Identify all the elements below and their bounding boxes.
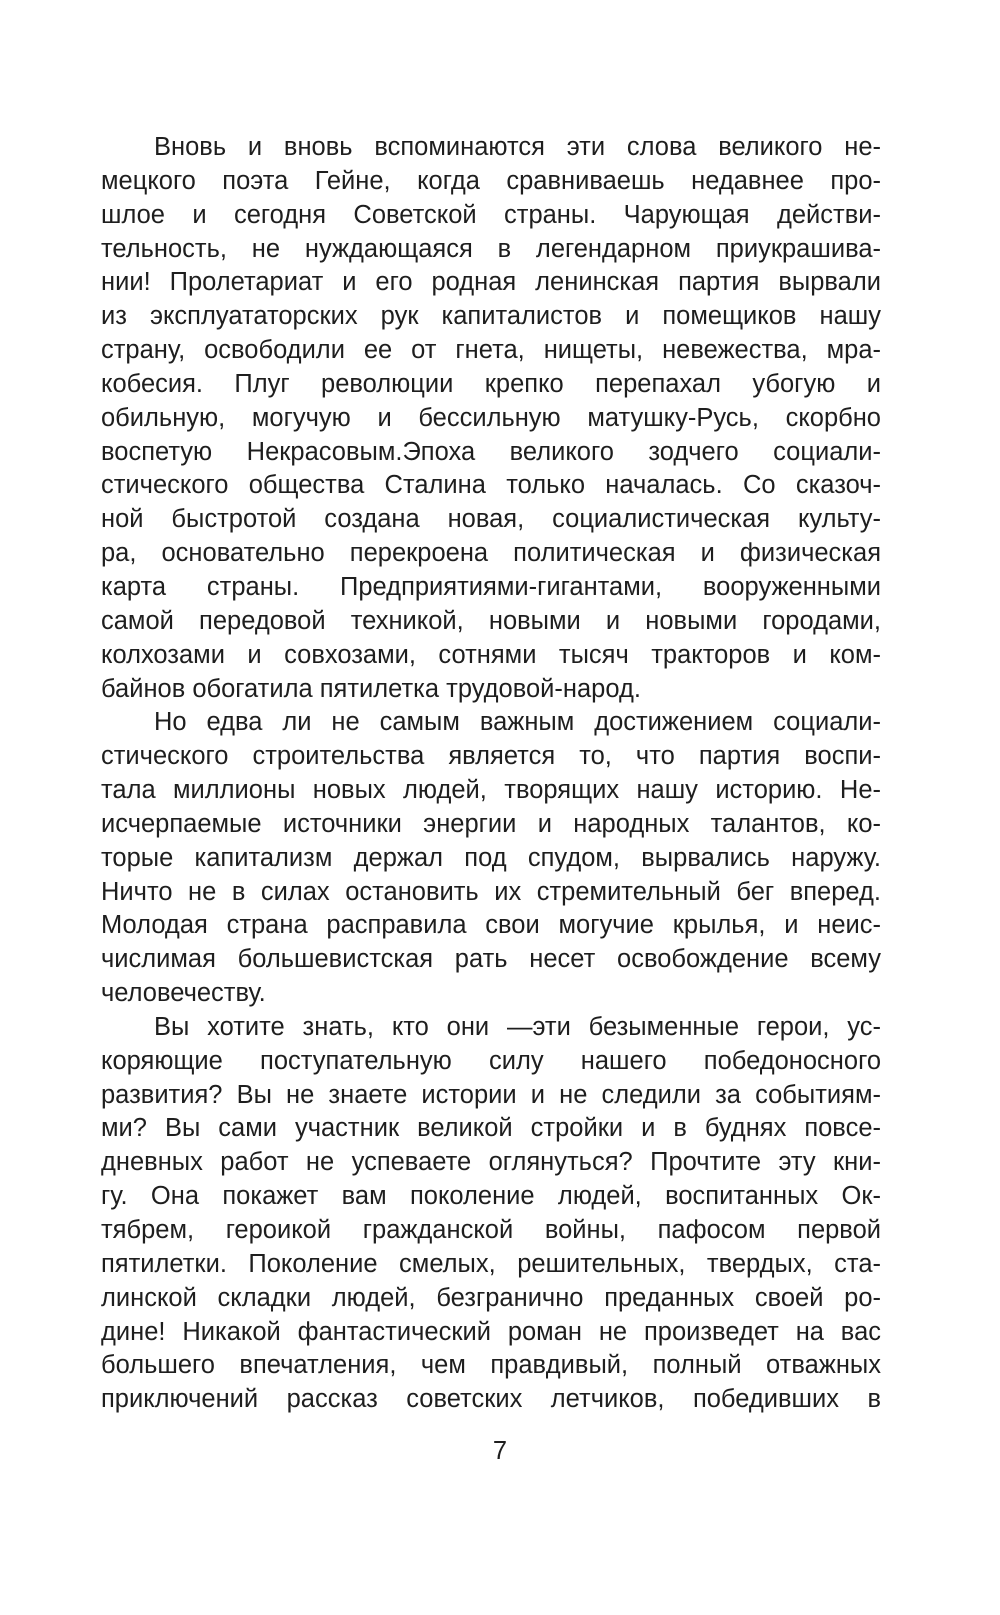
text-line: самой передовой техникой, новыми и новыми городами, xyxy=(101,606,881,635)
paragraph xyxy=(101,1011,881,1417)
text-line: воспетую Некрасовым.Эпоха великого зодчего социали- xyxy=(101,437,881,466)
text-line: тала миллионы новых людей, творящих нашу историю. Не- xyxy=(101,776,881,805)
text-line: тельность, не нуждающаяся в легендарном приукрашива- xyxy=(101,234,881,263)
text-line: стического строительства является то, что партия воспи- xyxy=(101,742,881,771)
text-line: Молодая страна расправила свои могучие крылья, и неис- xyxy=(101,911,881,940)
text-line: числимая большевистская рать несет освобождение всему xyxy=(101,945,881,974)
paragraph xyxy=(101,131,881,706)
paragraph xyxy=(101,706,881,1011)
text-line: гу. Она покажет вам поколение людей, воспитанных Ок- xyxy=(101,1182,881,1211)
text-line: из эксплуататорских рук капиталистов и помещиков нашу xyxy=(101,302,881,331)
text-line: дневных работ не успеваете оглянуться? Прочтите эту кни- xyxy=(101,1148,881,1177)
text-line: байнов обогатила пятилетка трудовой-народ. xyxy=(101,674,641,703)
text-line: шлое и сегодня Советской страны. Чарующая действи- xyxy=(101,200,881,229)
text-line: Вы хотите знать, кто они —эти безыменные герои, ус- xyxy=(154,1012,881,1041)
text-line: страну, освободили ее от гнета, нищеты, невежества, мра- xyxy=(101,336,881,365)
text-line: приключений рассказ советских летчиков, победивших в xyxy=(101,1385,881,1414)
text-line: карта страны. Предприятиями-гигантами, вооруженными xyxy=(101,572,881,601)
text-line: мецкого поэта Гейне, когда сравниваешь недавнее про- xyxy=(101,166,881,195)
page-number: 7 xyxy=(492,1437,508,1465)
text-line: человечеству. xyxy=(101,979,266,1008)
text-line: стического общества Сталина только началась. Со сказоч- xyxy=(101,471,881,500)
text-line: дине! Никакой фантастический роман не произведет на вас xyxy=(101,1317,881,1346)
text-line: коряющие поступательную силу нашего победоносного xyxy=(101,1046,881,1075)
text-line: Вновь и вновь вспоминаются эти слова великого не- xyxy=(154,133,881,161)
text-line: ра, основательно перекроена политическая и физическая xyxy=(101,539,881,568)
text-line: Ничто не в силах остановить их стремительный бег вперед. xyxy=(101,877,881,906)
text-line: большего впечатления, чем правдивый, полный отважных xyxy=(101,1351,881,1380)
body-text xyxy=(101,131,881,1417)
text-line: ной быстротой создана новая, социалистическая культу- xyxy=(101,505,881,534)
text-line: колхозами и совхозами, сотнями тысяч тракторов и ком- xyxy=(101,640,881,669)
text-line: ми? Вы сами участник великой стройки и в буднях повсе- xyxy=(101,1114,881,1143)
text-line: обильную, могучую и бессильную матушку-Русь, скорбно xyxy=(101,403,881,432)
text-line: торые капитализм держал под спудом, вырвались наружу. xyxy=(101,843,881,872)
text-line: кобесия. Плуг революции крепко перепахал убогую и xyxy=(101,369,881,398)
text-line: исчерпаемые источники энергии и народных талантов, ко- xyxy=(101,809,881,838)
text-line: Но едва ли не самым важным достижением социали- xyxy=(154,708,881,737)
text-line: тябрем, героикой гражданской войны, пафосом первой xyxy=(101,1216,881,1244)
text-line: линской складки людей, безгранично преданных своей ро- xyxy=(101,1283,881,1312)
text-line: пятилетки. Поколение смелых, решительных, твердых, ста- xyxy=(101,1249,881,1278)
text-line: развития? Вы не знаете истории и не следили за событиям- xyxy=(101,1080,881,1109)
text-line: нии! Пролетариат и его родная ленинская партия вырвали xyxy=(101,268,881,297)
